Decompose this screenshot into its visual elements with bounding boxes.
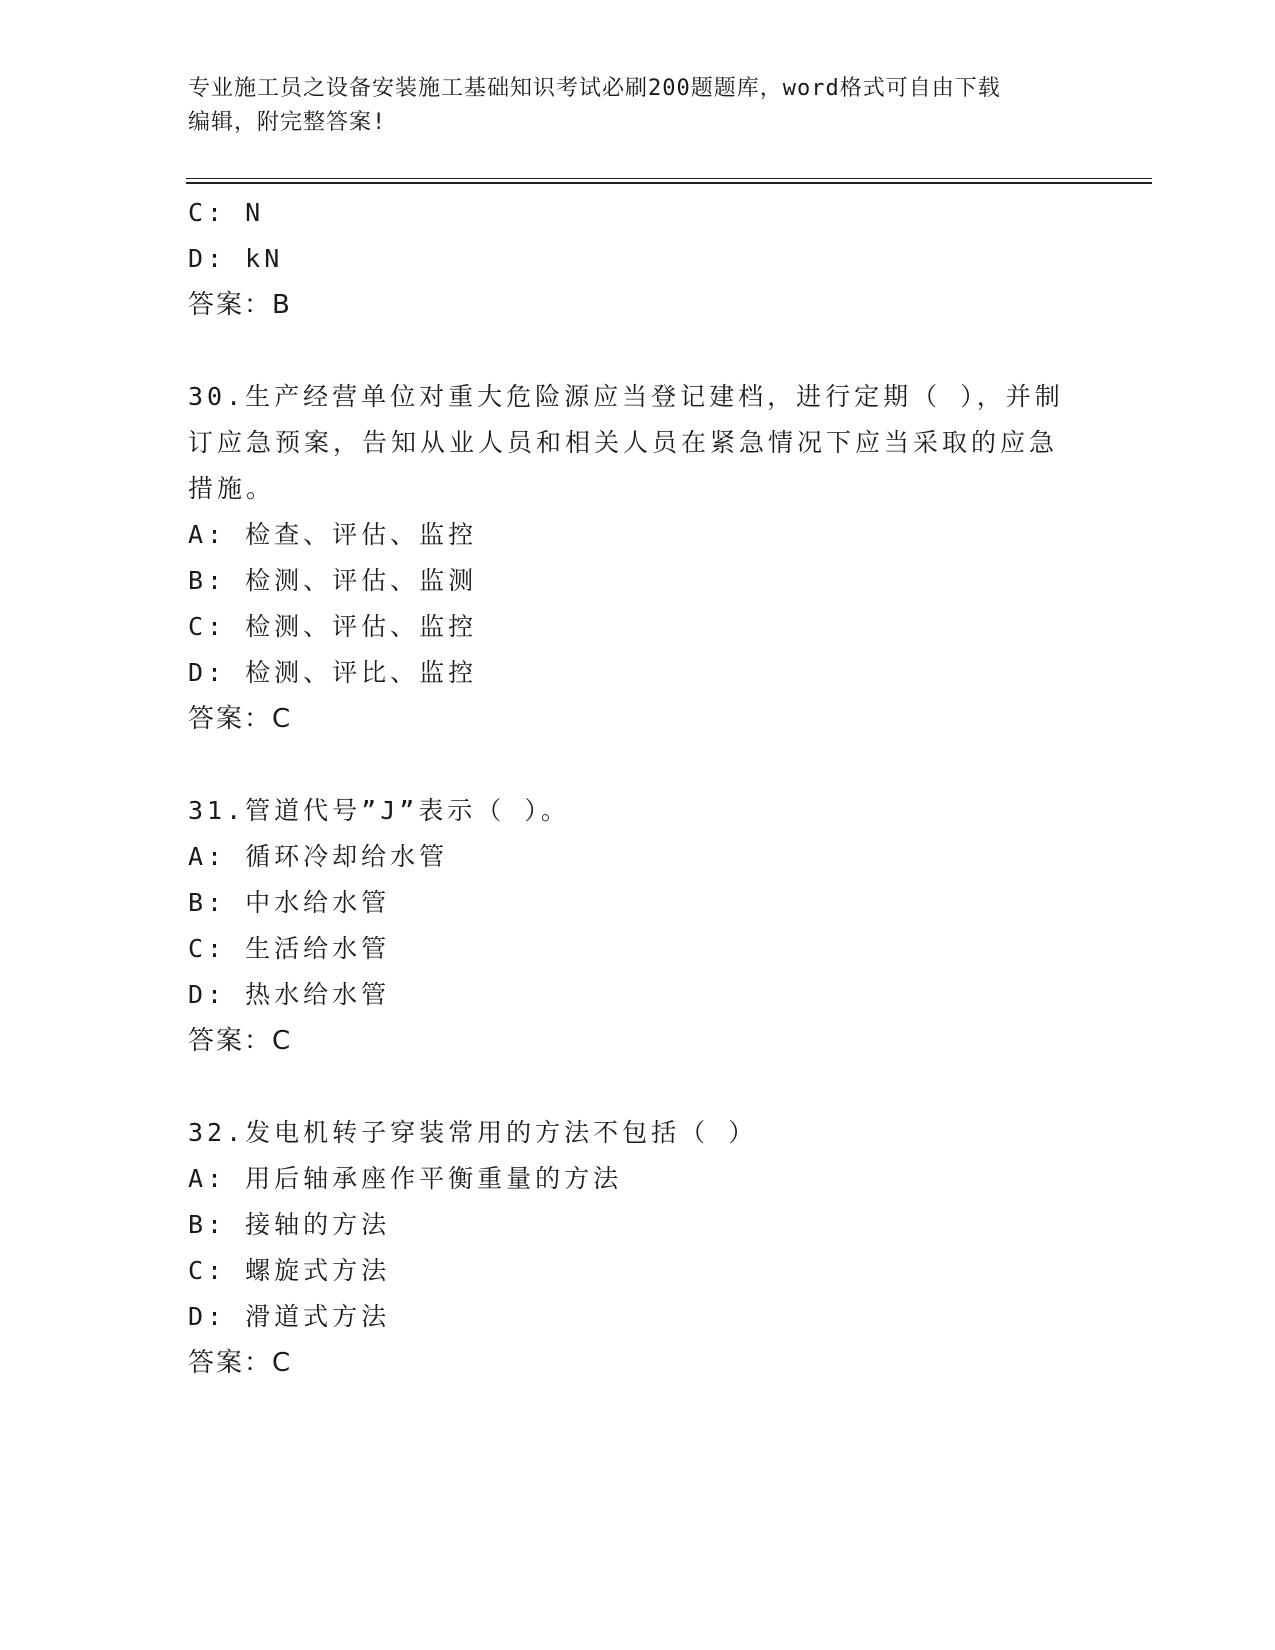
option-b: B: 检测、评估、监测 [188, 566, 478, 595]
header-line-1: 专业施工员之设备安装施工基础知识考试必刷200题题库，word格式可自由下载 [188, 76, 1001, 101]
option-b: B: 中水给水管 [188, 888, 391, 917]
answer: 答案：C [188, 1026, 293, 1056]
header-divider-thin [186, 178, 1152, 179]
answer: 答案：C [188, 1348, 293, 1378]
option-c: C: 检测、评估、监控 [188, 612, 478, 641]
question-stem-line: 31.管道代号”J”表示（ ）。 [188, 796, 570, 825]
question-content [188, 190, 1088, 1386]
option-d: D: kN [188, 244, 284, 273]
question-stem-line: 30.生产经营单位对重大危险源应当登记建档，进行定期（ ），并制 [188, 382, 1064, 411]
option-c: C: 螺旋式方法 [188, 1256, 391, 1285]
question-30 [188, 374, 1088, 742]
option-b: B: 接轴的方法 [188, 1210, 391, 1239]
option-d: D: 热水给水管 [188, 980, 391, 1009]
partial-question [188, 190, 1088, 328]
option-c: C: 生活给水管 [188, 934, 391, 963]
option-d: D: 滑道式方法 [188, 1302, 391, 1331]
question-stem-line: 订应急预案，告知从业人员和相关人员在紧急情况下应当采取的应急 [188, 428, 1059, 457]
header-line-2: 编辑，附完整答案! [188, 110, 387, 135]
option-a: A: 循环冷却给水管 [188, 842, 449, 871]
option-d: D: 检测、评比、监控 [188, 658, 478, 687]
option-a: A: 检查、评估、监控 [188, 520, 478, 549]
header-divider-thick [186, 182, 1152, 184]
spacer [188, 1064, 1088, 1110]
answer: 答案：B [188, 290, 292, 320]
question-stem-line: 措施。 [188, 474, 276, 503]
spacer [188, 328, 1088, 374]
option-c: C: N [188, 198, 265, 227]
question-32 [188, 1110, 1088, 1386]
option-a: A: 用后轴承座作平衡重量的方法 [188, 1164, 623, 1193]
document-header [188, 72, 1088, 140]
question-stem-line: 32.发电机转子穿装常用的方法不包括（ ） [188, 1118, 758, 1147]
spacer [188, 742, 1088, 788]
question-31 [188, 788, 1088, 1064]
answer: 答案：C [188, 704, 293, 734]
